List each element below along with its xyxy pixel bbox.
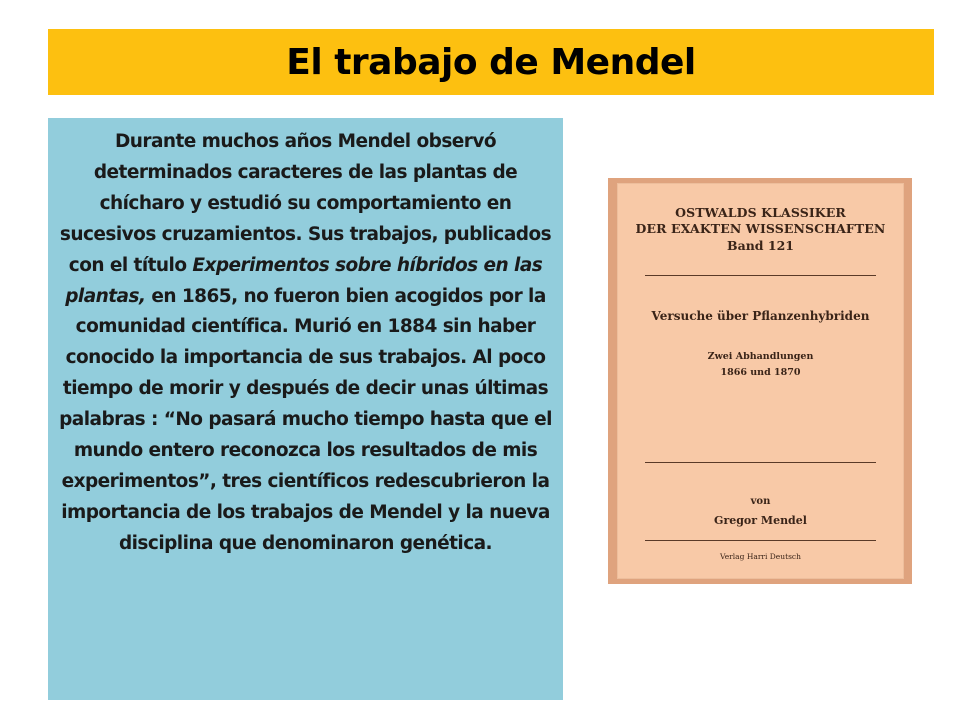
book-subtitle-line2: 1866 und 1870 — [720, 367, 801, 378]
book-author: Gregor Mendel — [714, 514, 807, 527]
book-rule — [645, 275, 876, 276]
book-rule — [645, 462, 876, 463]
book-title: Versuche über Pflanzenhybriden — [651, 309, 870, 323]
body-italic-title: Experimentos sobre híbridos en las plantas, — [65, 254, 543, 307]
text-box — [48, 118, 563, 700]
book-cover-image — [608, 178, 912, 584]
book-rule — [645, 540, 876, 541]
book-publisher: Verlag Harri Deutsch — [720, 552, 801, 561]
book-series-line1: OSTWALDS KLASSIKER — [675, 205, 846, 220]
title-bar — [48, 29, 934, 95]
book-subtitle-line1: Zwei Abhandlungen — [707, 351, 814, 362]
book-series-line2: DER EXAKTEN WISSENSCHAFTEN — [635, 221, 886, 236]
book-by: von — [750, 496, 771, 507]
slide-title: El trabajo de Mendel — [286, 41, 696, 83]
body-text-part1: Durante muchos años Mendel observó determinados caracteres de las plantas de chícharo y estudió su comportamiento en sucesivos cruzamientos. Sus trabajos, publicados con el título — [59, 131, 552, 276]
book-band: Band 121 — [727, 238, 794, 253]
book-cover — [617, 183, 904, 579]
body-paragraph — [56, 127, 555, 560]
body-text-part2: en 1865, no fueron bien acogidos por la comunidad científica. Murió en 1884 sin haber conocido la importancia de sus trabajos. Al poco tiempo de morir y después de decir unas últimas palabras : “No pasará mucho tiempo hasta que el mundo entero reconozca los resultados de mis experimentos”, tres científicos redescubrieron la importancia de los trabajos de Mendel y la nueva disciplina que denominaron genética. — [59, 285, 552, 554]
